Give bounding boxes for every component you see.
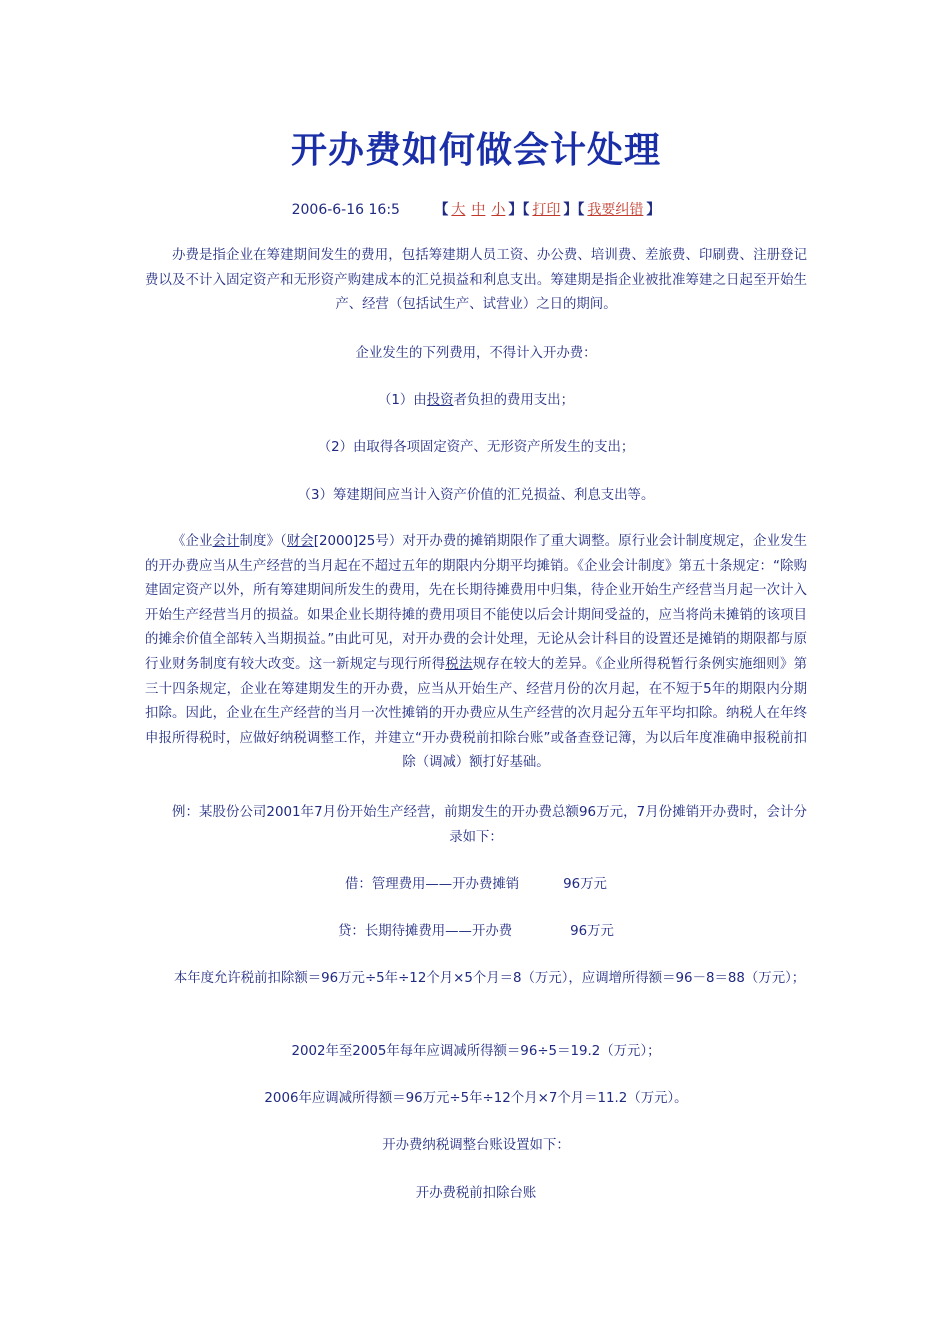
paragraph-calc-2006: 2006年应调减所得额＝96万元÷5年÷12个月×7个月＝11.2（万元）。 (264, 1091, 688, 1106)
tax-law-link[interactable]: 税法 (445, 656, 473, 672)
journal-entry-credit: 贷：长期待摊费用——开办费 96万元 (338, 924, 614, 939)
paragraph-exclusions-intro: 企业发生的下列费用，不得计入开办费： (355, 346, 597, 361)
font-size-medium-link[interactable]: 中 (471, 202, 486, 218)
finance-link[interactable]: 财会 (286, 534, 314, 549)
publish-date: 2006-6-16 16:5 (291, 202, 400, 218)
paragraph-example: 例：某股份公司2001年7月份开始生产经营，前期发生的开办费总额96万元，7月份摊销开办费时，会计分录如下： (172, 805, 807, 845)
paragraph-definition: 办费是指企业在筹建期间发生的费用，包括筹建期人员工资、办公费、培训费、差旅费、印刷费、注册登记费以及不计入固定资产和无形资产购建成本的汇兑损益和利息支出。筹建期是指企业被批准筹建之日起至开始生产、经营（包括试生产、试营业）之日的期间。 (145, 248, 807, 313)
ledger-title: 开办费税前扣除台账 (415, 1186, 537, 1201)
paragraph-exclusion-1: （1）由投资者负担的费用支出； (378, 393, 574, 408)
accounting-link[interactable]: 会计 (212, 534, 240, 549)
paragraph-ledger-intro: 开办费纳税调整台账设置如下： (382, 1138, 570, 1153)
page-title: 开办费如何做会计处理 (290, 129, 661, 171)
paragraph-calc-2002-2005: 2002年至2005年每年应调减所得额＝96÷5＝19.2（万元）； (291, 1044, 661, 1059)
print-link[interactable]: 打印 (532, 202, 561, 218)
report-error-link[interactable]: 我要纠错 (587, 202, 644, 218)
investment-link[interactable]: 投资 (426, 393, 454, 408)
paragraph-exclusion-3: （3）筹建期间应当计入资产价值的汇兑损益、利息支出等。 (297, 488, 655, 503)
font-size-large-link[interactable]: 大 (451, 202, 466, 218)
paragraph-exclusion-2: （2）由取得各项固定资产、无形资产所发生的支出； (317, 440, 635, 455)
journal-entry-debit: 借：管理费用——开办费摊销 96万元 (345, 877, 607, 892)
paragraph-regulation: 《企业会计制度》（财会[2000]25号）对开办费的摊销期限作了重大调整。原行业会计制度规定，企业发生的开办费应当从生产经营的当月起在不超过五年的期限内分期平均摊销。《企业会计制度》第五十条规定：“除购建固定资产以外，所有筹建期间所发生的费用，先在长期待摊费用中归集，待企业开始生产经营当月起一次计入开始生产经营当月的损益。如果企业长期待摊的费用项目不能使以后会计期间受益的，应当将尚未摊销的该项目的摊余价值全部转入当期损益。”由此可见，对开办费的会计处理，无论从会计科目的设置还是摊销的期限都与原行业财务制度有较大改变。这一新规定与现行所得税法规存在较大的差异。《企业所得税暂行条例实施细则》第三十四条规定，企业在筹建期发生的开办费，应当从开始生产、经营月份的次月起，在不短于5年的期限内分期扣除。因此，企业在生产经营的当月一次性摊销的开办费应从生产经营的次月起分五年平均扣除。纳税人在年终申报所得税时，应做好纳税调整工作，并建立“开办费税前扣除台账”或备查登记簿，为以后年度准确申报税前扣除（调减）额打好基础。 (145, 534, 807, 771)
paragraph-calc-2001: 本年度允许税前扣除额＝96万元÷5年÷12个月×5个月＝8（万元），应调增所得额＝96－8＝88（万元）； (173, 971, 806, 986)
font-size-small-link[interactable]: 小 (491, 202, 506, 218)
article-meta: 2006-6-16 16:5 【 大 中 小 】【 打印 】【 我要纠错 】 (291, 202, 661, 218)
